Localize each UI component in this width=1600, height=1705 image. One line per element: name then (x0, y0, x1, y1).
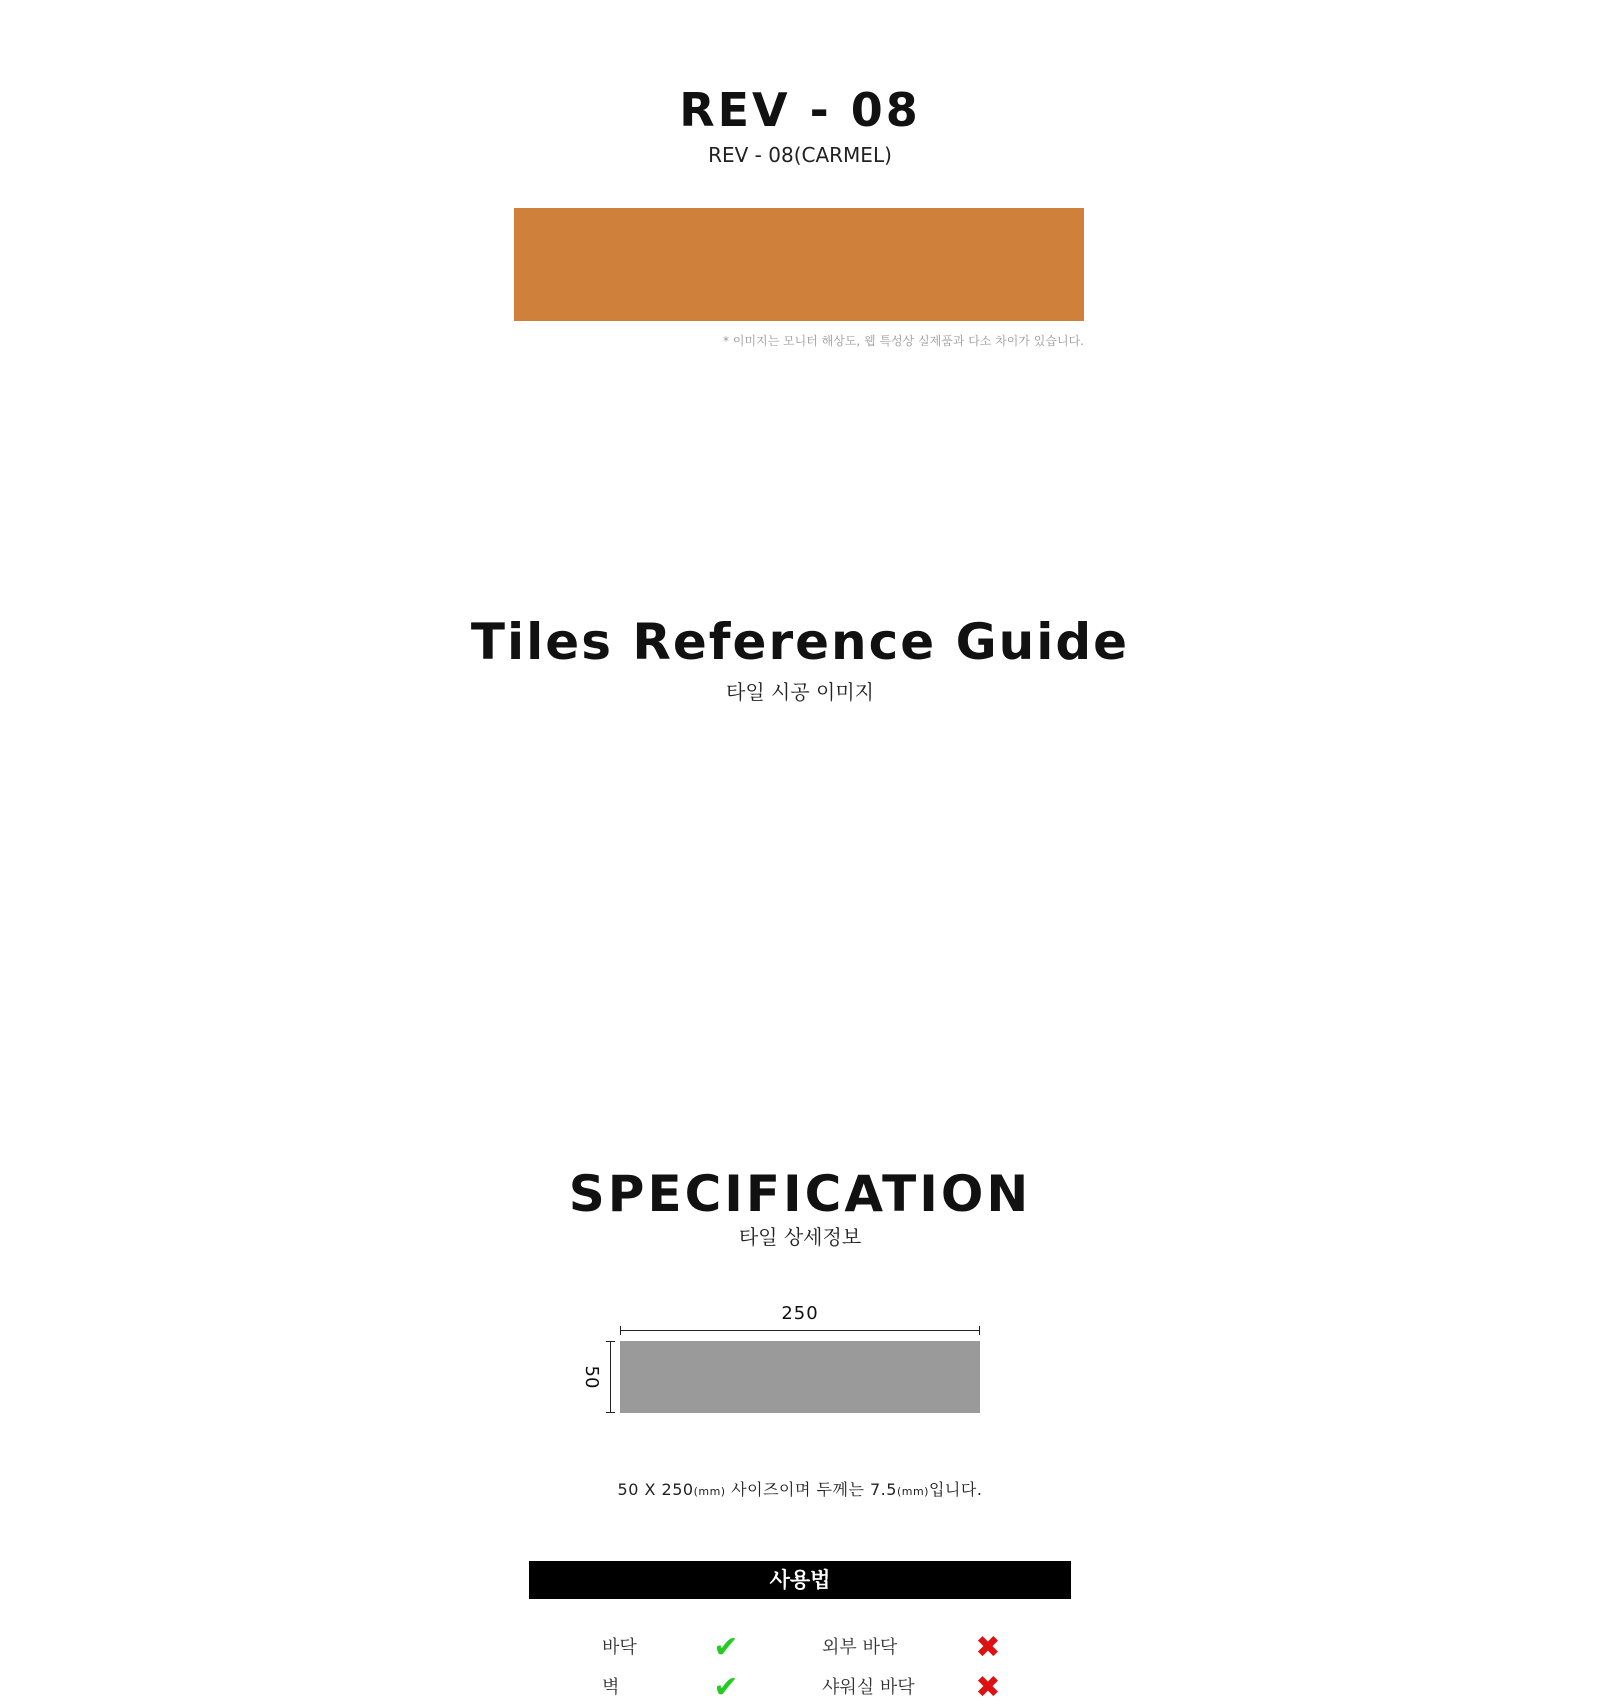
tile-height-label: 50 (581, 1365, 602, 1389)
spec-desc-end: 입니다. (928, 1480, 983, 1499)
tile-height-tick-bottom (606, 1412, 615, 1413)
usage-header: 사용법 (529, 1561, 1071, 1599)
tile-width-label: 250 (781, 1303, 819, 1324)
color-swatch (514, 208, 1084, 321)
product-subtitle: REV - 08(CARMEL) (708, 143, 892, 167)
check-icon: ✔ (713, 1630, 739, 1665)
usage-item-floor-label: 바닥 (602, 1637, 637, 1658)
tile-width-tick-left (620, 1326, 621, 1335)
spec-desc-unit: (mm) (693, 1485, 726, 1498)
product-title: REV - 08 (679, 83, 921, 137)
spec-desc-unit2: (mm) (896, 1485, 929, 1498)
spec-title: SPECIFICATION (568, 1165, 1032, 1223)
cross-icon: ✖ (975, 1670, 1001, 1705)
tile-height-tick-top (606, 1341, 615, 1342)
cross-icon: ✖ (975, 1630, 1001, 1665)
usage-item-wall-label: 벽 (602, 1677, 620, 1698)
guide-subtitle: 타일 시공 이미지 (726, 680, 874, 704)
spec-desc-middle: 사이즈이며 두께는 7.5 (725, 1480, 897, 1499)
check-icon: ✔ (713, 1670, 739, 1705)
usage-item-shower-floor-label: 샤워실 바닥 (822, 1677, 915, 1698)
tile-size-diagram (620, 1341, 980, 1413)
guide-title: Tiles Reference Guide (470, 613, 1130, 671)
spec-desc-size: 50 X 250 (617, 1480, 694, 1499)
usage-item-exterior-floor-label: 외부 바닥 (822, 1637, 898, 1658)
spec-subtitle: 타일 상세정보 (738, 1225, 862, 1249)
tile-width-tick-right (979, 1326, 980, 1335)
tile-height-dimension-line (610, 1341, 611, 1413)
image-disclaimer: * 이미지는 모니터 해상도, 웹 특성상 실제품과 다소 차이가 있습니다. (723, 334, 1084, 348)
spec-description (0, 1479, 1600, 1503)
tile-width-dimension-line (620, 1330, 980, 1331)
